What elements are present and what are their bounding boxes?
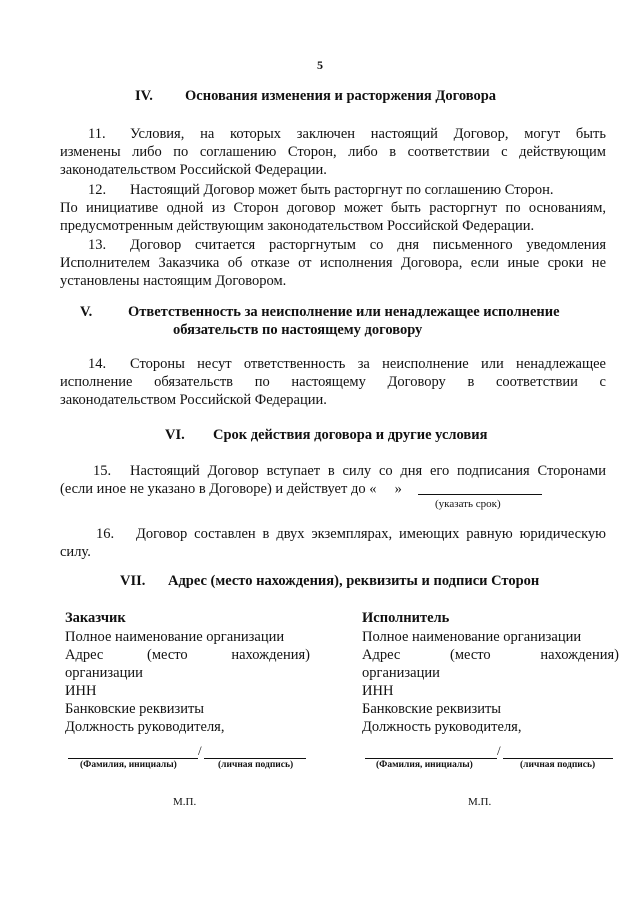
customer-position: Должность руководителя, xyxy=(65,719,225,735)
contractor-name-line xyxy=(365,758,497,759)
contractor-sig-separator: / xyxy=(497,743,501,758)
customer-bank-details: Банковские реквизиты xyxy=(65,701,205,717)
customer-address-line-1 xyxy=(65,646,310,664)
section-5-title-line-1: Ответственность за неисполнение или ненадлежащее исполнение xyxy=(128,304,560,320)
clause-13-line-3: установлены настоящим Договором. xyxy=(60,273,287,289)
section-5-number: V. xyxy=(80,304,93,320)
clause-12-line-2: По инициативе одной из Сторон договор может быть расторгнут по основаниям, xyxy=(60,200,606,216)
contractor-sig-sign-label: (личная подпись) xyxy=(520,760,596,770)
section-7-title: Адрес (место нахождения), реквизиты и подписи Сторон xyxy=(168,573,540,589)
clause-13-line-2: Исполнителем Заказчика об отказе от исполнения Договора, если иные сроки не xyxy=(60,255,606,271)
clause-12-line-1: Настоящий Договор может быть расторгнут по соглашению Сторон. xyxy=(130,182,554,198)
clause-16-line-1: Договор составлен в двух экземплярах, имеющих равную юридическую xyxy=(136,526,606,542)
clause-15-line-1: Настоящий Договор вступает в силу со дня его подписания Сторонами xyxy=(130,463,606,479)
contractor-address-word-1: Адрес xyxy=(362,647,401,663)
term-date-field-line xyxy=(418,494,542,495)
section-5-title-line-2: обязательств по настоящему договору xyxy=(173,322,423,338)
clause-14-line-3: законодательством Российской Федерации. xyxy=(60,392,327,408)
clause-14-number: 14. xyxy=(88,356,107,372)
customer-name-line xyxy=(68,758,198,759)
clause-15-number: 15. xyxy=(93,463,112,479)
contractor-address-line-1 xyxy=(362,646,619,664)
clause-16-line-2: силу. xyxy=(60,544,91,560)
clause-16-number: 16. xyxy=(96,526,115,542)
customer-address-line-2: организации xyxy=(65,665,143,681)
contractor-address-word-3: нахождения) xyxy=(540,647,619,663)
term-date-hint: (указать срок) xyxy=(435,498,501,510)
section-7-number: VII. xyxy=(120,573,146,589)
contractor-inn: ИНН xyxy=(362,683,394,699)
customer-inn: ИНН xyxy=(65,683,97,699)
clause-15-line-2: (если иное не указано в Договоре) и действует до « » xyxy=(60,481,402,497)
contractor-org-name: Полное наименование организации xyxy=(362,629,582,645)
section-4-number: IV. xyxy=(135,88,153,104)
section-6-number: VI. xyxy=(165,427,185,443)
customer-sig-sign-label: (личная подпись) xyxy=(218,760,294,770)
customer-stamp: М.П. xyxy=(173,796,197,808)
section-6-title: Срок действия договора и другие условия xyxy=(213,427,488,443)
customer-address-word-1: Адрес xyxy=(65,647,104,663)
contractor-signature-line xyxy=(503,758,613,759)
customer-org-name: Полное наименование организации xyxy=(65,629,285,645)
clause-11-number: 11. xyxy=(88,126,106,142)
clause-11-line-3: законодательством Российской Федерации. xyxy=(60,162,327,178)
page-number: 5 xyxy=(317,58,323,72)
section-4-title: Основания изменения и расторжения Договора xyxy=(185,88,497,104)
clause-13-number: 13. xyxy=(88,237,107,253)
customer-signature-line xyxy=(204,758,306,759)
clause-12-number: 12. xyxy=(88,182,107,198)
contractor-title: Исполнитель xyxy=(362,610,450,626)
contractor-stamp: М.П. xyxy=(468,796,492,808)
customer-sig-name-label: (Фамилия, инициалы) xyxy=(80,760,177,770)
clause-14-line-1: Стороны несут ответственность за неисполнение или ненадлежащее xyxy=(130,356,606,372)
contractor-position: Должность руководителя, xyxy=(362,719,522,735)
contractor-address-line-2: организации xyxy=(362,665,440,681)
customer-sig-separator: / xyxy=(198,743,202,758)
contractor-bank-details: Банковские реквизиты xyxy=(362,701,502,717)
customer-address-word-2: (место xyxy=(147,647,188,663)
contractor-address-word-2: (место xyxy=(450,647,491,663)
clause-11-line-1: Условия, на которых заключен настоящий Договор, могут быть xyxy=(130,126,606,142)
clause-14-line-2: исполнение обязательств по настоящему Договору в соответствии с xyxy=(60,374,606,390)
clause-12-line-3: предусмотренным действующим законодательством Российской Федерации. xyxy=(60,218,535,234)
contractor-sig-name-label: (Фамилия, инициалы) xyxy=(376,760,473,770)
clause-13-line-1: Договор считается расторгнутым со дня письменного уведомления xyxy=(130,237,606,253)
clause-11-line-2: изменены либо по соглашению Сторон, либо в соответствии с действующим xyxy=(60,144,606,160)
customer-title: Заказчик xyxy=(65,610,126,626)
customer-address-word-3: нахождения) xyxy=(231,647,310,663)
